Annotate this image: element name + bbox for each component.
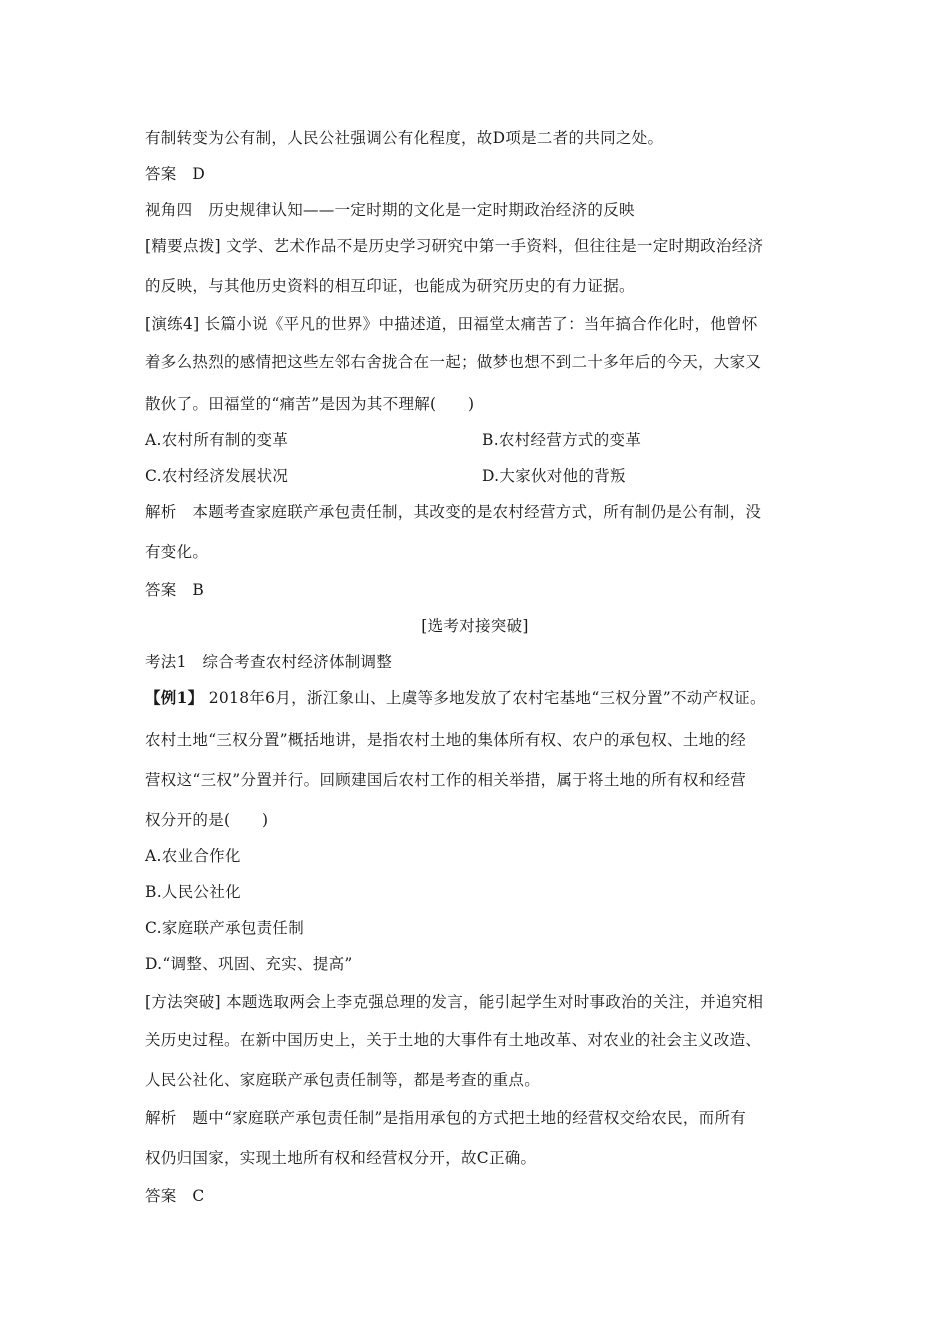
option-a: A.农业合作化 — [145, 847, 241, 865]
example-label: 【例1】 — [145, 688, 204, 707]
method-line: 人民公社化、家庭联产承包责任制等，都是考查的重点。 — [145, 1071, 541, 1089]
option-c: C.家庭联产承包责任制 — [145, 919, 305, 937]
answer-line: 答案 D — [145, 165, 206, 183]
example-line: 营权这“三权”分置并行。回顾建国后农村工作的相关举措，属于将土地的所有权和经营 — [145, 771, 747, 789]
text-line: 有制转变为公有制，人民公社强调公有化程度，故D项是二者的共同之处。 — [145, 129, 664, 147]
option-a: A.农村所有制的变革 — [145, 431, 289, 449]
example-line: 权分开的是( ) — [145, 811, 269, 829]
example-text: 2018年6月，浙江象山、上虞等多地发放了农村宅基地“三权分置”不动产权证。 — [203, 689, 766, 707]
analysis-line: 有变化。 — [145, 543, 209, 561]
question-line: 散伙了。田福堂的“痛苦”是因为其不理解( ) — [145, 395, 475, 413]
option-d: D.大家伙对他的背叛 — [482, 467, 626, 485]
section-title: [选考对接突破] — [421, 617, 529, 635]
analysis-line: 解析 题中“家庭联产承包责任制”是指用承包的方式把土地的经营权交给农民，而所有 — [145, 1109, 747, 1127]
option-b: B.人民公社化 — [145, 883, 241, 901]
option-d: D.“调整、巩固、充实、提高” — [145, 955, 353, 973]
option-c: C.农村经济发展状况 — [145, 467, 289, 485]
answer-line: 答案 B — [145, 581, 205, 599]
text-line: [精要点拨] 文学、艺术作品不是历史学习研究中第一手资料，但往往是一定时期政治经济 — [145, 237, 764, 255]
method-line: [方法突破] 本题选取两会上李克强总理的发言，能引起学生对时事政治的关注，并追究相 — [145, 993, 764, 1011]
option-b: B.农村经营方式的变革 — [482, 431, 642, 449]
analysis-line: 权仍归国家，实现土地所有权和经营权分开，故C正确。 — [145, 1149, 537, 1167]
question-line: 着多么热烈的感情把这些左邻右舍拢合在一起；做梦也想不到二十多年后的今天，大家又 — [145, 353, 762, 371]
example-line: 农村土地“三权分置”概括地讲，是指农村土地的集体所有权、农户的承包权、土地的经 — [145, 731, 747, 749]
analysis-line: 解析 本题考查家庭联产承包责任制，其改变的是农村经营方式，所有制仍是公有制，没 — [145, 503, 762, 521]
section-heading: 视角四 历史规律认知——一定时期的文化是一定时期政治经济的反映 — [145, 201, 635, 219]
text-line: 的反映，与其他历史资料的相互印证，也能成为研究历史的有力证据。 — [145, 277, 635, 295]
answer-line: 答案 C — [145, 1187, 205, 1205]
question-line: [演练4] 长篇小说《平凡的世界》中描述道，田福堂太痛苦了：当年搞合作化时，他曾怀 — [145, 315, 758, 333]
section-heading: 考法1 综合考查农村经济体制调整 — [145, 653, 393, 671]
method-line: 关历史过程。在新中国历史上，关于土地的大事件有土地改革、对农业的社会主义改造、 — [145, 1031, 762, 1049]
example-line — [145, 688, 766, 708]
